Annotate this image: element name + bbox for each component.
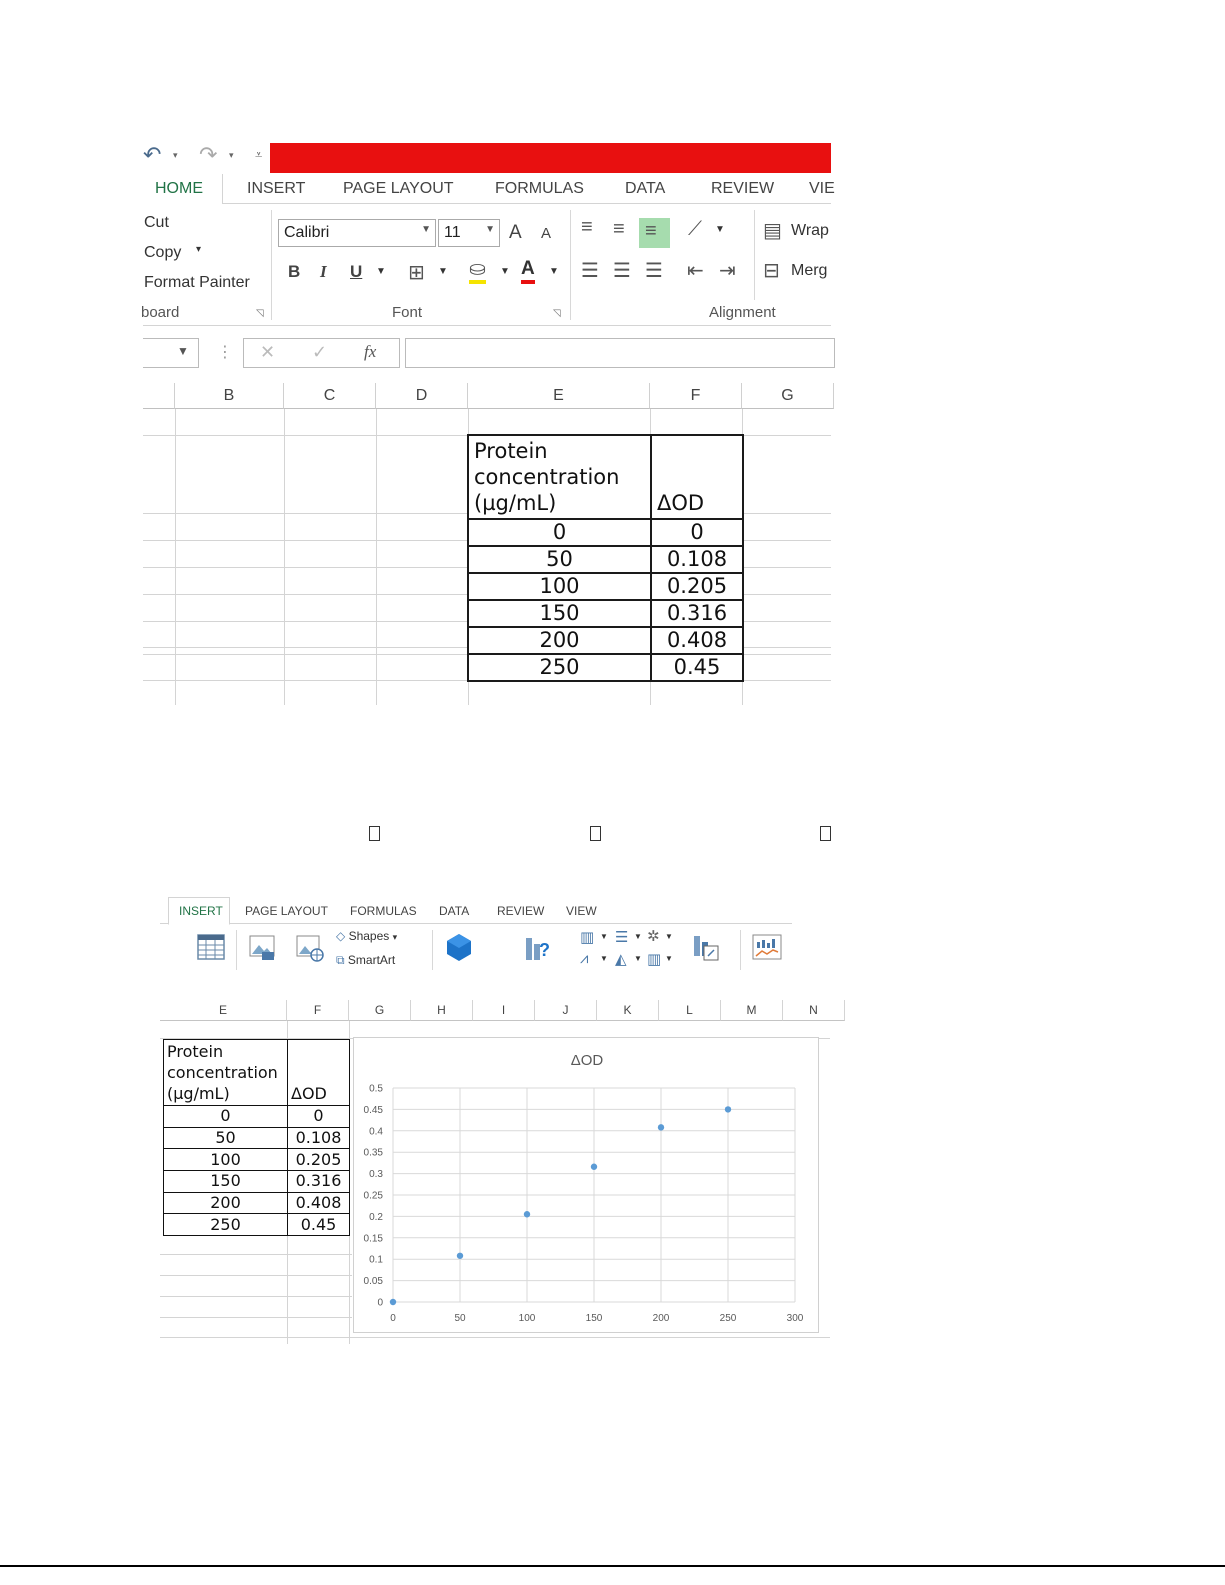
data-point (591, 1164, 597, 1170)
y-tick-label: 0.35 (363, 1147, 383, 1159)
italic-button[interactable]: I (320, 262, 327, 281)
column-header-f[interactable]: F (287, 1000, 349, 1021)
y-tick-label: 0 (377, 1297, 383, 1309)
quick-access-toolbar (143, 140, 831, 174)
more-icon: ⋮ (217, 344, 233, 361)
decrease-indent-icon[interactable]: ⇤ (687, 260, 704, 282)
tab-insert[interactable]: INSERT (247, 180, 306, 197)
column-header-n[interactable]: N (783, 1000, 845, 1021)
underline-caret-icon[interactable]: ▼ (376, 266, 386, 277)
y-tick-label: 0.25 (363, 1190, 383, 1202)
align-middle-icon[interactable]: ≡ (613, 218, 625, 240)
header-line: Protein (167, 1042, 224, 1061)
group-divider (754, 210, 755, 300)
chevron-down-icon: ▼ (634, 932, 642, 941)
recommended-charts-icon[interactable] (522, 932, 552, 962)
sparkline-icon[interactable] (752, 932, 782, 962)
header-line: (µg/mL) (167, 1084, 230, 1103)
area-chart-icon[interactable]: ◭ (615, 951, 627, 968)
gridline (742, 513, 831, 514)
font-color-caret-icon[interactable]: ▼ (549, 266, 559, 277)
table-cell[interactable]: 0.45 (288, 1214, 350, 1236)
gridline (742, 621, 831, 622)
x-tick-label: 0 (390, 1313, 396, 1324)
group-divider (740, 930, 741, 970)
wrap-text-button[interactable]: Wrap (791, 222, 829, 239)
copy-button[interactable]: Copy (144, 244, 182, 261)
table-cell[interactable]: 0.45 (651, 654, 743, 681)
bar-chart-icon[interactable]: ☰ (615, 929, 629, 946)
header-line: Protein (474, 439, 548, 463)
align-left-icon[interactable]: ☰ (581, 260, 599, 282)
insert-ribbon (160, 924, 792, 971)
name-box[interactable] (143, 338, 199, 368)
x-tick-label: 150 (585, 1313, 603, 1324)
enter-icon[interactable]: ✓ (312, 342, 328, 362)
svg-text:?: ? (539, 940, 550, 960)
font-size-combo[interactable] (438, 219, 500, 247)
chevron-down-icon: ▼ (665, 932, 673, 941)
worksheet-grid (160, 1000, 830, 1344)
gridline (160, 1275, 352, 1276)
group-divider (271, 210, 272, 320)
excel-screenshot-home (141, 140, 835, 705)
data-point (390, 1299, 396, 1305)
table-header-row (164, 1040, 350, 1106)
gridline (742, 567, 831, 568)
shapes-label: Shapes (348, 929, 390, 943)
table-cell[interactable]: 50 (164, 1127, 288, 1149)
table-row (468, 573, 743, 600)
store-icon[interactable] (444, 932, 474, 962)
table-row (468, 600, 743, 627)
chevron-down-icon: ▼ (485, 224, 495, 235)
formula-buttons (243, 338, 400, 368)
smartart-icon: ⧉ (336, 953, 345, 967)
online-pictures-icon[interactable] (295, 932, 325, 962)
borders-caret-icon[interactable]: ▼ (438, 266, 448, 277)
table-row (164, 1192, 350, 1214)
table-cell[interactable]: 0.108 (288, 1127, 350, 1149)
table-cell[interactable]: 0.108 (651, 546, 743, 573)
data-point (725, 1106, 731, 1112)
chevron-down-icon: ▼ (421, 224, 431, 235)
copy-caret-icon[interactable]: ▾ (196, 244, 202, 255)
font-name-value: Calibri (284, 224, 330, 241)
x-tick-label: 100 (518, 1313, 536, 1324)
align-center-icon[interactable]: ☰ (613, 260, 631, 282)
placeholder-box (590, 826, 601, 841)
chevron-down-icon: ▼ (600, 954, 608, 963)
table-cell[interactable]: 250 (164, 1214, 288, 1236)
group-divider (570, 210, 571, 320)
gridline (742, 647, 831, 648)
gridline (143, 647, 468, 648)
column-header-b[interactable]: B (175, 383, 284, 409)
y-tick-label: 0.5 (369, 1083, 383, 1095)
column-header-j[interactable]: J (535, 1000, 597, 1021)
header-line: concentration (167, 1063, 278, 1082)
line-chart-icon[interactable]: ⩘ (580, 950, 589, 967)
cancel-icon[interactable]: ✕ (260, 342, 276, 362)
wrap-text-icon[interactable]: ▤ (763, 220, 782, 242)
column-header-g[interactable]: G (349, 1000, 411, 1021)
gridline (143, 621, 468, 622)
chart-canvas (354, 1038, 820, 1334)
y-tick-label: 0.45 (363, 1104, 383, 1116)
table-row (164, 1106, 350, 1128)
font-group-label: Font (392, 304, 423, 321)
increase-indent-icon[interactable]: ⇥ (719, 260, 736, 282)
gridline (143, 540, 468, 541)
home-ribbon (143, 204, 831, 326)
tab-page-layout[interactable]: PAGE LAYOUT (343, 180, 454, 197)
y-tick-label: 0.3 (369, 1169, 383, 1181)
table-cell[interactable]: 0 (164, 1106, 288, 1128)
gridline (143, 594, 468, 595)
alignment-group-label: Alignment (709, 304, 776, 321)
y-tick-label: 0.1 (369, 1254, 383, 1266)
insert-function-icon[interactable]: fx (364, 342, 377, 361)
smartart-button[interactable] (336, 953, 395, 968)
header-protein-concentration[interactable] (468, 435, 651, 519)
fill-color-caret-icon[interactable]: ▼ (500, 266, 510, 277)
redo-caret-icon[interactable]: ▾ (229, 150, 234, 160)
gridline (160, 1254, 352, 1255)
radar-chart-icon[interactable]: ✲ (647, 928, 660, 945)
align-bottom-icon[interactable]: ≡ (639, 218, 670, 248)
table-cell[interactable]: 0.408 (288, 1192, 350, 1214)
gridline (376, 409, 377, 705)
table-row (164, 1149, 350, 1171)
font-color-button[interactable]: A (521, 258, 535, 284)
fill-color-icon[interactable]: ⛀ (469, 258, 486, 284)
table-cell[interactable]: 200 (164, 1192, 288, 1214)
table-row (164, 1214, 350, 1236)
data-point (457, 1253, 463, 1259)
ribbon-tabs (143, 174, 835, 204)
title-bar-redacted (270, 143, 831, 173)
clipboard-launcher-icon[interactable]: ◹ (256, 308, 264, 319)
table-cell[interactable]: 0.408 (651, 627, 743, 654)
header-line: concentration (474, 465, 620, 489)
gridline (284, 409, 285, 705)
format-painter-button[interactable]: Format Painter (144, 274, 250, 291)
gridline (742, 540, 831, 541)
x-tick-label: 200 (652, 1313, 670, 1324)
tab-review[interactable]: REVIEW (711, 180, 775, 197)
font-size-value: 11 (444, 224, 461, 241)
font-name-combo[interactable] (278, 219, 436, 247)
shapes-icon: ◇ (336, 929, 346, 943)
table-cell[interactable]: 250 (468, 654, 651, 681)
table-cell[interactable]: 0.205 (288, 1149, 350, 1171)
header-line: (µg/mL) (474, 491, 557, 515)
column-header-k[interactable]: K (597, 1000, 659, 1021)
redo-icon[interactable]: ↷ (199, 142, 218, 167)
chevron-down-icon: ▼ (665, 954, 673, 963)
tab-formulas[interactable]: FORMULAS (495, 180, 584, 197)
x-tick-label: 50 (454, 1313, 466, 1324)
data-table (467, 434, 744, 682)
table-row (164, 1171, 350, 1193)
y-tick-label: 0.4 (369, 1126, 383, 1138)
table-cell[interactable]: 100 (468, 573, 651, 600)
placeholder-box (820, 826, 831, 841)
table-row (468, 654, 743, 681)
smartart-label: SmartArt (347, 953, 396, 967)
table-row (468, 519, 743, 546)
combo-chart-icon[interactable]: ▥ (647, 951, 662, 968)
chevron-down-icon: ▼ (634, 954, 642, 963)
cut-button[interactable]: Cut (144, 214, 169, 231)
borders-icon[interactable]: ⊞ (408, 262, 425, 284)
gridline (175, 409, 176, 705)
column-header-d[interactable]: D (376, 383, 468, 409)
y-tick-label: 0.2 (369, 1211, 383, 1223)
data-point (658, 1124, 664, 1130)
table-cell[interactable]: 0 (288, 1106, 350, 1128)
column-header-i[interactable]: I (473, 1000, 535, 1021)
tab-data[interactable]: DATA (625, 180, 666, 197)
chart-title: ΔOD (570, 1052, 604, 1069)
pivotchart-icon[interactable] (690, 932, 720, 962)
header-delta-od[interactable]: ΔOD (288, 1040, 350, 1106)
gridline (742, 594, 831, 595)
scatter-chart[interactable] (353, 1037, 819, 1333)
column-header-e[interactable]: E (468, 383, 650, 409)
y-tick-label: 0.05 (363, 1276, 383, 1288)
tab-view[interactable]: VIEW (566, 904, 597, 918)
undo-caret-icon[interactable]: ▾ (173, 150, 178, 160)
pictures-icon[interactable] (248, 932, 278, 962)
tab-home[interactable]: HOME (155, 180, 203, 197)
tab-formulas[interactable]: FORMULAS (350, 904, 417, 918)
table-icon[interactable] (196, 932, 226, 962)
orientation-caret-icon[interactable]: ▼ (715, 224, 725, 235)
table-cell[interactable]: 200 (468, 627, 651, 654)
table-cell[interactable]: 150 (164, 1171, 288, 1193)
excel-screenshot-insert-chart (160, 897, 830, 1344)
column-chart-icon[interactable]: ▥ (580, 929, 595, 946)
tab-data[interactable]: DATA (439, 904, 470, 918)
align-top-icon[interactable]: ≡ (581, 216, 593, 238)
tab-review[interactable]: REVIEW (497, 904, 545, 918)
undo-icon[interactable]: ↶ (143, 142, 162, 167)
formula-bar (143, 336, 831, 372)
tab-page-layout[interactable]: PAGE LAYOUT (245, 904, 328, 918)
ribbon-tabs (160, 897, 792, 924)
group-divider (432, 930, 433, 970)
table-row (468, 627, 743, 654)
table-cell[interactable]: 0.316 (651, 600, 743, 627)
gridline (143, 567, 468, 568)
column-header-h[interactable]: H (411, 1000, 473, 1021)
align-right-icon[interactable]: ☰ (645, 260, 663, 282)
table-cell[interactable]: 150 (468, 600, 651, 627)
worksheet-grid (143, 383, 831, 705)
tab-insert[interactable]: INSERT (179, 904, 223, 918)
header-protein-concentration[interactable] (164, 1040, 288, 1106)
shapes-button[interactable] (336, 929, 397, 943)
gridline (160, 1317, 352, 1318)
underline-button[interactable]: U (350, 262, 363, 281)
column-header-c[interactable]: C (284, 383, 376, 409)
bold-button[interactable]: B (288, 262, 301, 281)
gridline (143, 513, 468, 514)
column-header-l[interactable]: L (659, 1000, 721, 1021)
header-delta-od[interactable]: ΔOD (651, 435, 743, 519)
data-table (163, 1039, 350, 1236)
table-row (164, 1127, 350, 1149)
data-point (524, 1211, 530, 1217)
column-header-g[interactable]: G (742, 383, 834, 409)
merge-icon[interactable]: ⊟ (763, 260, 780, 282)
column-header-f[interactable]: F (650, 383, 742, 409)
orientation-icon[interactable]: ⟋ (688, 218, 702, 240)
column-header-m[interactable]: M (721, 1000, 783, 1021)
x-tick-label: 250 (719, 1313, 737, 1324)
table-cell[interactable]: 0 (468, 519, 651, 546)
formula-input[interactable] (405, 338, 835, 368)
tab-view[interactable]: VIE (809, 180, 835, 197)
gridline (160, 1296, 352, 1297)
table-header-row (468, 435, 743, 519)
table-cell[interactable]: 50 (468, 546, 651, 573)
grow-font-button[interactable]: A (509, 222, 522, 243)
page-bottom-rule (0, 1565, 1225, 1567)
chevron-down-icon: ▾ (392, 932, 398, 942)
table-cell[interactable]: 0.205 (651, 573, 743, 600)
table-cell[interactable]: 0 (651, 519, 743, 546)
table-cell[interactable]: 0.316 (288, 1171, 350, 1193)
table-cell[interactable]: 100 (164, 1149, 288, 1171)
group-divider (236, 930, 237, 970)
shrink-font-button[interactable]: A (541, 225, 552, 242)
column-header-a[interactable] (143, 383, 175, 409)
y-tick-label: 0.15 (363, 1233, 383, 1245)
gridline (160, 1337, 830, 1338)
placeholder-box (369, 826, 380, 841)
chevron-down-icon: ▼ (600, 932, 608, 941)
chevron-down-icon: ▼ (177, 344, 189, 358)
customize-toolbar-icon[interactable]: ⩡ (255, 147, 263, 162)
x-tick-label: 300 (786, 1313, 804, 1324)
merge-button[interactable]: Merg (791, 262, 828, 279)
column-header-e[interactable]: E (160, 1000, 287, 1021)
font-launcher-icon[interactable]: ◹ (553, 308, 561, 319)
table-row (468, 546, 743, 573)
clipboard-group-label: board (141, 304, 180, 321)
